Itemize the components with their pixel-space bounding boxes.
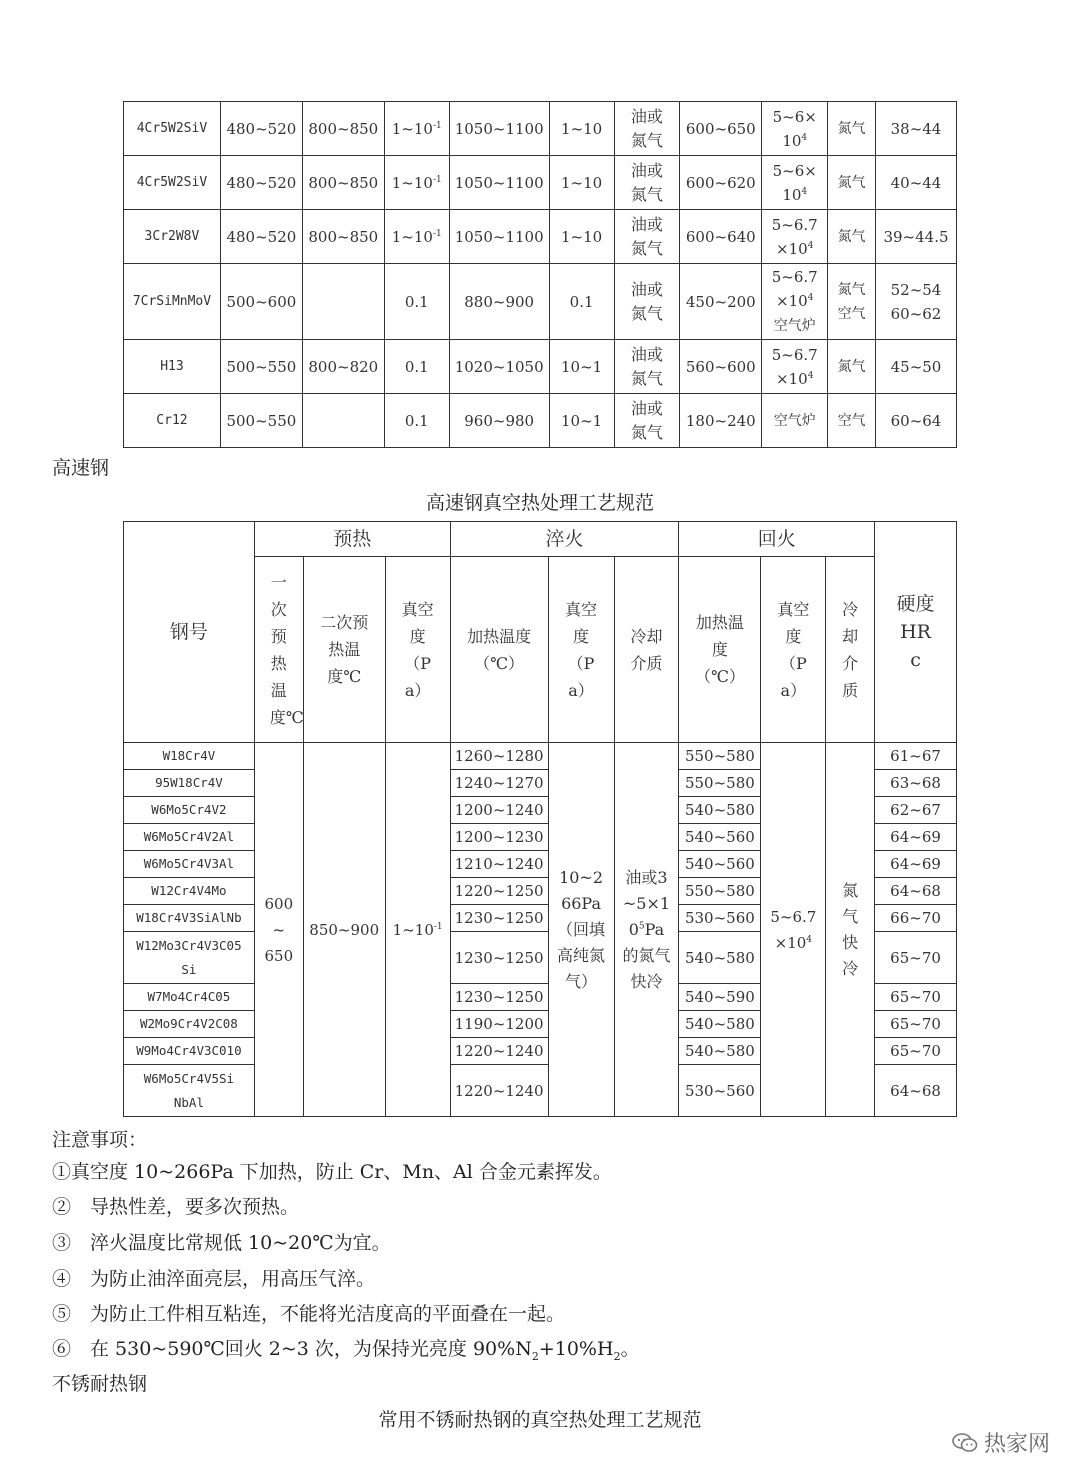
cell-cooling: 油或氮气 <box>614 340 680 394</box>
cell: 800~850 <box>302 210 384 264</box>
cell: 800~820 <box>302 340 384 394</box>
cell-quench-temp: 1230~1250 <box>450 905 548 932</box>
cell-vacuum: $1\sim 10^{-1}$ <box>384 102 449 156</box>
cell-quench-temp: 1240~1270 <box>450 770 548 797</box>
cell-temper-cooling: 空气 <box>828 394 876 448</box>
header-grade: 钢号 <box>124 522 255 743</box>
cell: 0.1 <box>549 264 614 340</box>
note-item-5: ⑤ 为防止工件相互粘连，不能将光洁度高的平面叠在一起。 <box>52 1303 566 1325</box>
cell: 480~520 <box>220 156 302 210</box>
cell-temper-cooling: 氮气 空气 <box>828 264 876 340</box>
cell-hardness: 64~69 <box>875 851 957 878</box>
cell-hardness: 63~68 <box>875 770 957 797</box>
header-temper: 回火 <box>679 522 875 557</box>
cell-cooling: 油或氮气 <box>614 156 680 210</box>
cell-temper-vacuum: 空气炉 <box>762 394 828 448</box>
cell-temper-temp: 540~580 <box>679 1011 761 1038</box>
header-temper-temp: 加热温度（℃） <box>679 557 761 743</box>
cell-hardness: 65~70 <box>875 932 957 984</box>
cell-temper-temp: 550~580 <box>679 770 761 797</box>
cell-hardness: 66~70 <box>875 905 957 932</box>
cell-temper-vacuum: 5~6.7 $\times 10^4$ <box>761 743 826 1117</box>
cell-temper-temp: 530~560 <box>679 1065 761 1117</box>
cell-quench-temp: 1200~1240 <box>450 797 548 824</box>
cell-quench-temp: 1190~1200 <box>450 1011 548 1038</box>
header-hardness: 硬度HRc <box>875 522 957 743</box>
cell-temper-vacuum: 5~6.7 $\times 10^4$ <box>762 340 828 394</box>
cell-temper-temp: 540~560 <box>679 824 761 851</box>
cell-temper-temp: 540~580 <box>679 1038 761 1065</box>
cell: 800~850 <box>302 156 384 210</box>
cell: 960~980 <box>449 394 549 448</box>
cell-grade: W18Cr4V <box>124 743 255 770</box>
cell-grade: W9Mo4Cr4V3C010 <box>124 1038 255 1065</box>
cell-grade: W2Mo9Cr4V2C08 <box>124 1011 255 1038</box>
cell-hardness: 64~68 <box>875 1065 957 1117</box>
cell-hardness: 40~44 <box>875 156 956 210</box>
cell-hardness: 39~44.5 <box>875 210 956 264</box>
cell: 480~520 <box>220 210 302 264</box>
cell-grade: W6Mo5Cr4V3Al <box>124 851 255 878</box>
cell-quench-temp: 1260~1280 <box>450 743 548 770</box>
cell-preheat-2: 850~900 <box>303 743 385 1117</box>
cell-hardness: 64~69 <box>875 824 957 851</box>
cell-hardness: 64~68 <box>875 878 957 905</box>
cell-quench-temp: 1230~1250 <box>450 932 548 984</box>
high-speed-steel-table <box>123 521 957 1117</box>
cell-grade: 95W18Cr4V <box>124 770 255 797</box>
cell-quench-temp: 1220~1250 <box>450 878 548 905</box>
cell-quench-temp: 1230~1250 <box>450 984 548 1011</box>
cell-grade: 4Cr5W2SiV <box>124 156 221 210</box>
cell-temper-vacuum: 5~6.7 $\times 10^4$ 空气炉 <box>762 264 828 340</box>
cell: 1050~1100 <box>449 156 549 210</box>
cell: 800~850 <box>302 102 384 156</box>
cell-quench-temp: 1210~1240 <box>450 851 548 878</box>
cell-vacuum: 0.1 <box>384 394 449 448</box>
cell-grade: 7CrSiMnMoV <box>124 264 221 340</box>
cell-temper-temp: 530~560 <box>679 905 761 932</box>
table-row <box>124 156 957 210</box>
cell-temper-temp: 540~560 <box>679 851 761 878</box>
notes-title: 注意事项： <box>52 1129 148 1151</box>
cell-hardness: 45~50 <box>875 340 956 394</box>
cell-hardness: 52~54 60~62 <box>875 264 956 340</box>
cell-hardness: 38~44 <box>875 102 956 156</box>
cell-grade: W12Cr4V4Mo <box>124 878 255 905</box>
cell: 500~600 <box>220 264 302 340</box>
cell: 1050~1100 <box>449 210 549 264</box>
cell-hardness: 65~70 <box>875 1011 957 1038</box>
table-caption-high-speed-steel: 高速钢真空热处理工艺规范 <box>425 492 654 514</box>
cell-temper-temp: 540~580 <box>679 932 761 984</box>
cell: 600~620 <box>680 156 762 210</box>
table-row <box>124 210 957 264</box>
note-item-4: ④ 为防止油淬面亮层，用高压气淬。 <box>52 1268 376 1290</box>
cell-temper-cooling: 氮气 <box>828 102 876 156</box>
cell-temper-vacuum: 5~6.7 $\times 10^4$ <box>762 210 828 264</box>
cell: 500~550 <box>220 394 302 448</box>
cell: 450~200 <box>680 264 762 340</box>
cell <box>302 394 384 448</box>
header-preheat: 预热 <box>254 522 450 557</box>
cell-hardness: 60~64 <box>875 394 956 448</box>
cell-temper-cooling: 氮气 <box>828 340 876 394</box>
cell: 600~640 <box>680 210 762 264</box>
cell: 1020~1050 <box>449 340 549 394</box>
section-label-high-speed-steel: 高速钢 <box>52 457 110 479</box>
cell-hardness: 65~70 <box>875 1038 957 1065</box>
watermark-text: 热家网 <box>983 1432 1050 1457</box>
hot-work-die-steel-table <box>123 101 957 448</box>
table-caption-stainless-steel: 常用不锈耐热钢的真空热处理工艺规范 <box>378 1409 702 1431</box>
cell-vacuum: 0.1 <box>384 340 449 394</box>
cell-temper-cooling: 氮气快冷 <box>826 743 875 1117</box>
cell-hardness: 65~70 <box>875 984 957 1011</box>
cell-preheat-vacuum: $1\sim 10^{-1}$ <box>385 743 450 1117</box>
cell: 560~600 <box>680 340 762 394</box>
cell-cooling: 油或氮气 <box>614 102 680 156</box>
cell-cooling: 油或氮气 <box>614 264 680 340</box>
cell-temper-temp: 550~580 <box>679 878 761 905</box>
cell-quench-temp: 1220~1240 <box>450 1038 548 1065</box>
cell: 180~240 <box>680 394 762 448</box>
table-row <box>124 743 957 770</box>
cell: 1050~1100 <box>449 102 549 156</box>
note-item-1: ①真空度 10~266Pa 下加热，防止 Cr、Mn、Al 合金元素挥发。 <box>52 1161 612 1183</box>
cell-vacuum: $1\sim 10^{-1}$ <box>384 210 449 264</box>
cell-vacuum: $1\sim 10^{-1}$ <box>384 156 449 210</box>
cell: 480~520 <box>220 102 302 156</box>
header-temper-vacuum: 真空度（Pa） <box>761 557 826 743</box>
cell-quench-temp: 1220~1240 <box>450 1065 548 1117</box>
cell: 1~10 <box>549 102 614 156</box>
cell-temper-cooling: 氮气 <box>828 210 876 264</box>
cell-cooling: 油或氮气 <box>614 394 680 448</box>
note-item-3: ③ 淬火温度比常规低 10~20℃为宜。 <box>52 1232 391 1254</box>
cell-grade: W12Mo3Cr4V3C05 Si <box>124 932 255 984</box>
cell-grade: W6Mo5Cr4V2Al <box>124 824 255 851</box>
cell: 1~10 <box>549 210 614 264</box>
cell-grade: H13 <box>124 340 221 394</box>
cell-cooling: 油或氮气 <box>614 210 680 264</box>
section-label-stainless-steel: 不锈耐热钢 <box>52 1373 148 1395</box>
cell-temper-cooling: 氮气 <box>828 156 876 210</box>
header-quench-cooling: 冷却介质 <box>614 557 679 743</box>
header-preheat-vacuum: 真空度（Pa） <box>385 557 450 743</box>
header-quench-vacuum: 真空度（Pa） <box>548 557 614 743</box>
table-row <box>124 264 957 340</box>
cell: 10~1 <box>549 394 614 448</box>
cell-quench-temp: 1200~1230 <box>450 824 548 851</box>
header-preheat-2: 二次预热温度℃ <box>303 557 385 743</box>
table-row <box>124 102 957 156</box>
note-item-6: ⑥ 在 530~590℃回火 2~3 次，为保持光亮度 $90\%N_2+10\%H_2$。 <box>52 1338 640 1363</box>
table-row <box>124 340 957 394</box>
cell: 600~650 <box>680 102 762 156</box>
note-item-2: ② 导热性差，要多次预热。 <box>52 1196 300 1218</box>
cell: 880~900 <box>449 264 549 340</box>
cell-preheat-1: 600 ~ 650 <box>254 743 303 1117</box>
cell: 10~1 <box>549 340 614 394</box>
header-temper-cooling: 冷却介质 <box>826 557 875 743</box>
cell-quench-vacuum: 10~266Pa（回填高纯氮气） <box>548 743 614 1117</box>
cell-hardness: 62~67 <box>875 797 957 824</box>
cell-temper-temp: 540~580 <box>679 797 761 824</box>
header-quench-temp: 加热温度（℃） <box>450 557 548 743</box>
cell-hardness: 61~67 <box>875 743 957 770</box>
cell-grade: W7Mo4Cr4C05 <box>124 984 255 1011</box>
cell <box>302 264 384 340</box>
cell-grade: Cr12 <box>124 394 221 448</box>
cell-temper-vacuum: 5~6× $10^4$ <box>762 156 828 210</box>
cell-vacuum: 0.1 <box>384 264 449 340</box>
cell-quench-cooling: 油或$3\sim 5\times 10^5Pa$的氮气快冷 <box>614 743 679 1117</box>
cell-temper-temp: 540~590 <box>679 984 761 1011</box>
wechat-icon <box>952 1432 978 1454</box>
watermark <box>952 1427 1050 1458</box>
cell-temper-temp: 550~580 <box>679 743 761 770</box>
cell: 500~550 <box>220 340 302 394</box>
cell-grade: 3Cr2W8V <box>124 210 221 264</box>
cell-grade: W6Mo5Cr4V5Si NbAl <box>124 1065 255 1117</box>
cell-grade: 4Cr5W2SiV <box>124 102 221 156</box>
cell-temper-vacuum: 5~6× $10^4$ <box>762 102 828 156</box>
cell: 1~10 <box>549 156 614 210</box>
header-quench: 淬火 <box>450 522 679 557</box>
cell-grade: W6Mo5Cr4V2 <box>124 797 255 824</box>
cell-grade: W18Cr4V3SiAlNb <box>124 905 255 932</box>
header-preheat-1: 一次预热温度℃ <box>254 557 303 743</box>
table-row <box>124 394 957 448</box>
